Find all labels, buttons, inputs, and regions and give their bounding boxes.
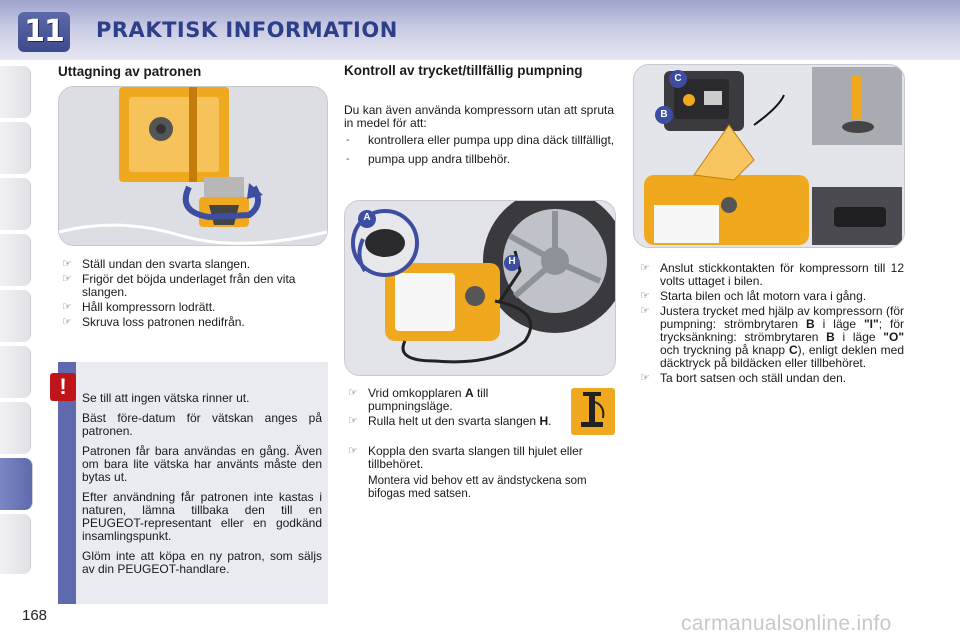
list-item: - pumpa upp andra tillbehör. xyxy=(346,152,511,166)
section-heading-pressure-check: Kontroll av trycket/tillfällig pumpning xyxy=(344,63,583,78)
list-item: ☞ Frigör det böjda underlaget från den vita slangen. xyxy=(62,272,296,299)
pointing-hand-icon: ☞ xyxy=(62,273,72,285)
list-item: ☞ Ställ undan den svarta slangen. xyxy=(62,257,251,271)
list-item: ☞ Skruva loss patronen nedifrån. xyxy=(62,315,245,329)
warning-paragraph: Efter användning får patronen inte kastas i naturen, lämna tillbaka den till en PEUGEOT-representant eller en godkänd insamlingspunkt. xyxy=(82,490,322,543)
pointing-hand-icon: ☞ xyxy=(348,445,358,457)
pointing-hand-icon: ☞ xyxy=(62,316,72,328)
list-item: ☞ Koppla den svarta slangen till hjulet eller tillbehöret. xyxy=(348,444,583,471)
pumping-steps-continued xyxy=(344,445,616,473)
figure-label-a: A xyxy=(363,212,371,223)
chapter-tab[interactable] xyxy=(0,178,31,230)
warning-text xyxy=(82,392,322,583)
list-item: ☞ Anslut stickkontakten för kompressorn till 12 volts uttaget i bilen. xyxy=(640,261,904,288)
chapter-tab[interactable] xyxy=(0,234,31,286)
pointing-hand-icon: ☞ xyxy=(62,258,72,270)
watermark: carmanualsonline.info xyxy=(681,612,892,635)
list-item: ☞ Starta bilen och låt motorn vara i gång. xyxy=(640,289,867,303)
pointing-hand-icon: ☞ xyxy=(640,290,650,302)
compressor-connection-illustration xyxy=(633,64,905,248)
list-item: ☞ Vrid omkopplaren A till pumpningsläge. xyxy=(348,386,489,413)
cartridge-removal-steps xyxy=(58,258,328,331)
chapter-tab[interactable] xyxy=(0,290,31,342)
compressor-hose-illustration xyxy=(344,200,616,376)
figure-label-b: B xyxy=(660,109,668,120)
warning-paragraph: Patronen får bara användas en gång. Även om bara lite vätska har använts måste den bytas ut. xyxy=(82,444,322,484)
list-item: - kontrollera eller pumpa upp dina däck tillfälligt, xyxy=(346,133,615,147)
pointing-hand-icon: ☞ xyxy=(640,372,650,384)
chapter-title: PRAKTISK INFORMATION xyxy=(96,18,398,42)
pointing-hand-icon: ☞ xyxy=(640,305,650,317)
pointing-hand-icon: ☞ xyxy=(348,415,358,427)
chapter-tab[interactable] xyxy=(0,346,31,398)
compressor-uses xyxy=(344,134,616,168)
connection-steps xyxy=(636,262,904,387)
warning-paragraph: Se till att ingen vätska rinner ut. xyxy=(82,391,250,405)
chapter-number-badge: 11 xyxy=(18,12,70,52)
pointing-hand-icon: ☞ xyxy=(640,262,650,274)
list-item: ☞ Rulla helt ut den svarta slangen H. xyxy=(348,414,552,428)
chapter-tab-active[interactable] xyxy=(0,458,33,510)
pointing-hand-icon: ☞ xyxy=(348,387,358,399)
warning-icon: ! xyxy=(50,373,76,401)
warning-paragraph: Glöm inte att köpa en ny patron, som säljs av din PEUGEOT-handlare. xyxy=(82,549,322,576)
pump-icon xyxy=(571,388,615,435)
pointing-hand-icon: ☞ xyxy=(62,301,72,313)
figure-label-h: H xyxy=(508,256,516,267)
chapter-tab[interactable] xyxy=(0,402,31,454)
page-number: 168 xyxy=(22,607,48,624)
section-heading-cartridge-removal: Uttagning av patronen xyxy=(58,64,202,79)
pumping-steps xyxy=(344,387,562,430)
warning-paragraph: Bäst före-datum för vätskan anges på patronen. xyxy=(82,411,322,438)
list-item: ☞ Justera trycket med hjälp av kompressorn (för pumpning: strömbrytaren B i läge "I"; för trycksänkning: strömbrytaren B i läge "O" och tryckning på knapp C), enligt deklen med däcktryck på bildäcken eller tillbehöret. xyxy=(640,304,905,370)
chapter-tab[interactable] xyxy=(0,122,31,174)
list-item: ☞ Ta bort satsen och ställ undan den. xyxy=(640,371,847,385)
figure-label-c: C xyxy=(674,73,682,84)
cartridge-removal-illustration xyxy=(58,86,328,246)
list-item: ☞ Håll kompressorn lodrätt. xyxy=(62,300,216,314)
chapter-tab[interactable] xyxy=(0,66,31,118)
adapter-note: Montera vid behov ett av ändstyckena som bifogas med satsen. xyxy=(368,475,587,500)
pressure-intro: Du kan även använda kompressorn utan att spruta in medel för att: xyxy=(344,103,614,130)
chapter-tab[interactable] xyxy=(0,514,31,574)
